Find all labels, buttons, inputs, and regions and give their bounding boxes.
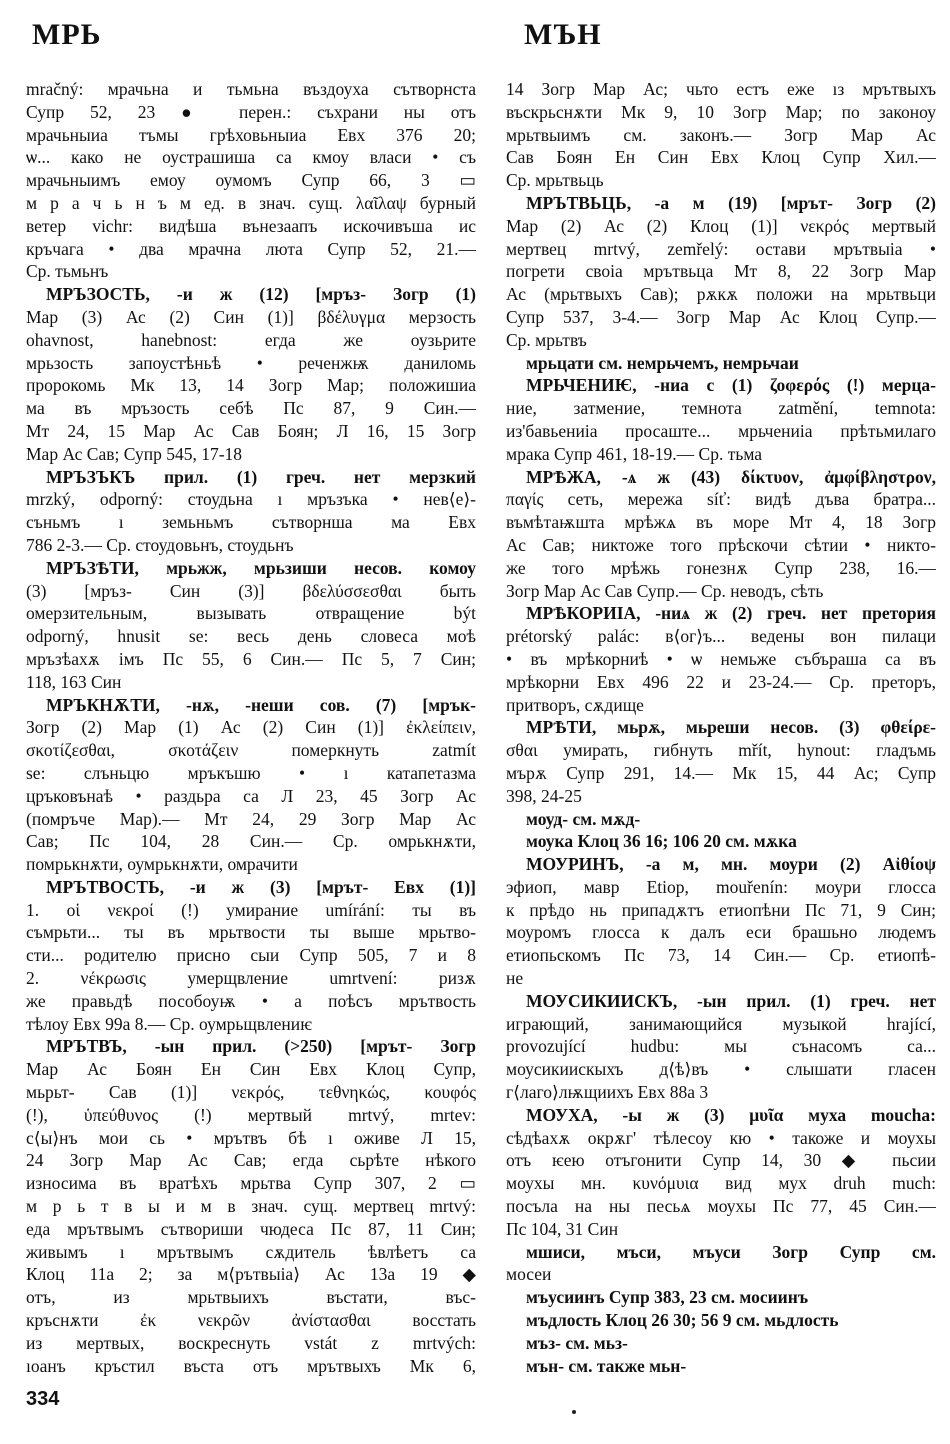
dictionary-line: МРѢКОРИІА, -ниѧ ж (2) греч. нет претория (526, 603, 936, 624)
dictionary-line: ма въ мръзость себѣ Пс 87, 9 Син.— (26, 398, 476, 419)
running-header-right: МЪН (524, 18, 602, 51)
dictionary-line: Ср. мрьтвъ (506, 329, 587, 350)
dictionary-line: Зогр (2) Мар (1) Ас (2) Син (1)] ἐκλείπειν, (26, 717, 476, 738)
dictionary-line: 398, 24-25 (506, 785, 582, 806)
dictionary-line: моуромъ глосса к далъ еси брашьно людемъ (506, 922, 936, 943)
dictionary-line: σθαι умирать, гибнуть mřít, hynout: гладъмь (506, 740, 936, 761)
dictionary-line: παγίς сеть, мережа síť: видѣ дъва братра... (506, 489, 936, 510)
dictionary-line: помрькнѫти, оумрькнѫти, омрачити (26, 854, 298, 875)
dictionary-line: Клоц 11а 2; за м⟨рътвыіа⟩ Ас 13а 19 ◆ (26, 1264, 476, 1285)
dictionary-line: пророкомь Мк 13, 14 Зогр Мар; положишиа (26, 375, 476, 396)
dictionary-line: износима въ вратѣхъ мрьтва Супр 307, 2 ▭ (26, 1173, 476, 1194)
right-column (506, 78, 936, 1377)
dictionary-line: мъусиинъ Супр 383, 23 см. мосиинъ (526, 1287, 809, 1308)
left-column (26, 78, 476, 1377)
dictionary-line: етиопьскомъ Пс 73, 14 Син.— Ср. етиопѣ- (506, 945, 936, 966)
dictionary-line: из мертвых, воскреснуть vstát z mrtvých: (26, 1332, 476, 1353)
dictionary-line: mračný: мрачьна и тьмьна въздоуха сътворнста (26, 79, 476, 99)
dictionary-line: съмрьти... ты въ мрьтвости ты выше мрьтво- (26, 922, 476, 943)
dictionary-line: Сав; Пс 104, 28 Син.— Ср. омрькнѫти, (26, 831, 476, 852)
dictionary-line: мън- см. также мьн- (526, 1355, 687, 1376)
dictionary-line: МРЪЗОСТЬ, -и ж (12) [мръз- Зогр (1) (46, 284, 476, 305)
dictionary-line: с⟨ы⟩нъ мои сь • мрътвъ бѣ ı оживе Л 15, (26, 1127, 476, 1148)
dictionary-line: мрьцати см. немрьчемъ, немрьчаи (526, 352, 799, 373)
dictionary-line: σκοτίζεσθαι, σκοτάζειν померкнуть zatmít (26, 740, 476, 761)
dictionary-line: Пс 104, 31 Син (506, 1218, 619, 1239)
dictionary-line: же правьдѣ пособоуѭ • а поѣсъ мрътвость (26, 990, 476, 1011)
dictionary-line: кръчага • два мрачна люта Супр 52, 21.— (26, 238, 476, 259)
dictionary-line: моухы мн. κυνόμυια вид мух druh much: (506, 1173, 936, 1194)
dictionary-line: омерзительным, вызывать отвращение být (26, 603, 476, 624)
dictionary-line: ветер vichr: видѣша вънезаапъ искочивъша ис (26, 215, 476, 236)
dictionary-line: МРЪКНѪТИ, -нѫ, -неши сов. (7) [мрък- (46, 694, 476, 715)
dictionary-line: ohavnost, hanebnost: егда же оузьрите (26, 329, 476, 350)
dictionary-line: provozující hudbu: мы сънасомъ са... (506, 1036, 936, 1057)
dictionary-line: ıоанъ кръстил въста отъ мрътвыхъ Мк 6, (26, 1355, 476, 1376)
dictionary-line: (помръче Мар).— Мт 24, 29 Зогр Мар Ас (26, 808, 476, 829)
dictionary-line: эфиоп, мавр Etiop, mouřenín: моури глосса (506, 876, 936, 897)
dictionary-line: кръснѫти ἐκ νεκρῶν ἀνίστασθαι восстать (26, 1310, 476, 1331)
dictionary-line: Мар (2) Ас (2) Клоц (1)] νεκρός мертвый (506, 215, 936, 236)
print-speck (572, 1410, 576, 1414)
dictionary-line: моуд- см. мѫд- (526, 808, 641, 829)
dictionary-line: мрьзость запоустѣньѣ • реченжѭ даниломь (26, 352, 476, 373)
dictionary-line: сѣдѣахѫ окрѫг' тѣлесоу кю • такоже и моухы (506, 1127, 936, 1148)
dictionary-line: МРѢЖА, -ѧ ж (43) δίκτυον, ἀμφίβληστρον, (526, 466, 936, 487)
running-header-left: МРЬ (32, 18, 102, 51)
dictionary-line: не (506, 968, 524, 989)
dictionary-line: мъдлость Клоц 26 30; 56 9 см. мьдлость (526, 1310, 839, 1331)
dictionary-line: мертвец mrtvý, zemřelý: остави мрътвыіа • (506, 238, 936, 259)
dictionary-line: prétorský palác: в⟨ог⟩ъ... ведены вон пилаци (506, 626, 936, 647)
dictionary-line: въскрьснѫти Мк 9, 10 Зогр Мар; по законоу (506, 101, 936, 122)
dictionary-line: МРЪТВЬЦЬ, -а м (19) [мрът- Зогр (2) (526, 192, 936, 213)
dictionary-line: мрачьныимъ емоу оумомъ Супр 66, 3 ▭ (26, 170, 476, 191)
dictionary-line: моука Клоц 36 16; 106 20 см. мѫка (526, 831, 797, 852)
dictionary-line: Ас Сав; никтоже того прѣскочи сѣтии • никто- (506, 534, 936, 555)
dictionary-line: odporný, hnusit se: весь день словеса моѣ (26, 626, 476, 647)
dictionary-line: мрѣкорни Евх 496 22 и 23-24.— Ср. преторъ, (506, 671, 936, 692)
dictionary-line: Мар (3) Ас (2) Син (1)] βδέλυγμα мерзость (26, 306, 476, 327)
dictionary-line: Ср. тьмьнъ (26, 261, 109, 282)
dictionary-line: МРЪЗѢТИ, мрьжж, мрьзиши несов. комоу (46, 557, 476, 578)
dictionary-line: МОУРИНЪ, -а м, мн. моури (2) Αἰθίοψ (526, 854, 936, 875)
dictionary-line: отъ, из мрьтвыихъ въстати, въс- (26, 1287, 476, 1308)
dictionary-line: • въ мрѣкорниѣ • ѡ немьже събъраша са въ (506, 648, 936, 669)
dictionary-line: мосеи (506, 1264, 552, 1285)
dictionary-line: МРЬЧЕНИѤ, -ниа с (1) ζοφερός (!) мерца- (526, 375, 936, 396)
dictionary-line: мьрьт- Сав (1)] νεκρός, τεθνηκώς, κουφός (26, 1082, 476, 1103)
dictionary-line: мрьтвыимъ см. законъ.— Зогр Мар Ас (506, 124, 936, 145)
dictionary-line: мъз- см. мьз- (526, 1332, 628, 1353)
dictionary-line: 14 Зогр Мар Ас; чьто естъ еже ıз мрътвыхъ (506, 79, 936, 99)
dictionary-line: еда мрътвымъ сътвориши чюдеса Пс 87, 11 Син; (26, 1218, 476, 1239)
dictionary-line: тѣлоу Евх 99а 8.— Ср. оумрьщвлениѥ (26, 1013, 312, 1034)
dictionary-line: г⟨лаго⟩лѭщиихъ Евх 88а 3 (506, 1082, 709, 1103)
dictionary-line: Мт 24, 15 Мар Ас Сав Боян; Л 16, 15 Зогр (26, 420, 476, 441)
dictionary-line: Сав Боян Ен Син Евх Клоц Супр Хил.— (506, 147, 936, 168)
dictionary-line: Мар Ас Сав; Супр 545, 17-18 (26, 443, 243, 464)
dictionary-line: мърѫ Супр 291, 14.— Мк 15, 44 Ас; Супр (506, 762, 936, 783)
dictionary-line: МОУСИКИИСКЪ, -ын прил. (1) греч. нет (526, 990, 936, 1011)
dictionary-line: 2. νέκρωσις умерщвление umrtvení: ризѫ (26, 968, 476, 989)
dictionary-line: ние, затмение, темнота zatmění, temnota: (506, 398, 936, 419)
dictionary-line: Супр 52, 23 ● перен.: съхрани ны отъ (26, 101, 476, 122)
dictionary-line: Ср. мрьтвьць (506, 170, 604, 191)
dictionary-line: МРѢТИ, мьрѫ, мьреши несов. (3) φθείρε- (526, 717, 936, 738)
dictionary-line: съньмъ ı земьньмъ сътворнша ма Евх (26, 512, 476, 533)
dictionary-line: МРЪЗЪКЪ прил. (1) греч. нет мерзкий (46, 466, 476, 487)
dictionary-line: въмѣтаѭшта мрѣжѧ въ море Мт 4, 18 Зогр (506, 512, 936, 533)
dictionary-line: ѡ... како не оустрашиша са кмоу власи • съ (26, 147, 476, 168)
dictionary-line: 786 2-3.— Ср. стоудовьнъ, стоудьнъ (26, 534, 294, 555)
dictionary-line: же того мрѣжь гонезнѫ Супр 238, 16.— (506, 557, 936, 578)
dictionary-line: цръковънаѣ • раздьра са Л 23, 45 Зогр Ас (26, 785, 476, 806)
dictionary-line: МРЪТВЪ, -ын прил. (>250) [мрът- Зогр (46, 1036, 476, 1057)
dictionary-line: м р ь т в ы и м в знач. сущ. мертвец mrtvý: (26, 1196, 476, 1217)
dictionary-line: se: слъньцю мръкъшю • ı катапетазма (26, 762, 476, 783)
dictionary-line: мрачьныиа тъмы грѣховьныиа Евх 376 20; (26, 124, 476, 145)
dictionary-line: Супр 537, 3-4.— Зогр Мар Ас Клоц Супр.— (506, 306, 936, 327)
dictionary-line: Ас (мрьтвыхъ Сав); рѫкѫ положи на мрьтвьци (506, 284, 936, 305)
dictionary-line: Мар Ас Боян Ен Син Евх Клоц Супр, (26, 1059, 476, 1080)
dictionary-line: посъла на ны песьѧ моухы Пс 77, 45 Син.— (506, 1196, 936, 1217)
dictionary-line: сти... родителю присно сыи Супр 505, 7 и 8 (26, 945, 476, 966)
dictionary-line: из'бавьениіа просаште... мрьчениіа прѣтьмилаго (506, 420, 936, 441)
dictionary-line: к прѣдо нь припадѫтъ етиопѣни Пс 71, 9 Син; (506, 899, 936, 920)
dictionary-line: отъ ѥею отъгонити Супр 14, 30 ◆ пьсии (506, 1150, 936, 1171)
dictionary-line: мръзѣахѫ імъ Пс 55, 6 Син.— Пс 5, 7 Син; (26, 648, 476, 669)
dictionary-line: мрака Супр 461, 18-19.— Ср. тьма (506, 443, 763, 464)
dictionary-line: (!), ὑπεύθυνος (!) мертвый mrtvý, mrtev: (26, 1104, 476, 1125)
dictionary-line: притворъ, сѫдище (506, 694, 644, 715)
dictionary-line: мшиси, мъси, мъуси Зогр Супр см. (526, 1241, 936, 1262)
dictionary-line: 118, 163 Син (26, 671, 122, 692)
dictionary-line: Зогр Мар Ас Сав Супр.— Ср. неводъ, сѣть (506, 580, 824, 601)
dictionary-line: mrzký, odporný: стоудьна ı мръзъка • нев⟨е⟩- (26, 489, 476, 510)
dictionary-line: МОУХА, -ы ж (3) μυῖα муха moucha: (526, 1104, 936, 1125)
page-number: 334 (26, 1388, 60, 1410)
dictionary-line: играющий, занимающийся музыкой hrající, (506, 1013, 936, 1034)
dictionary-line: живымъ ı мрътвымъ сѫдитель ѣвлѣетъ са (26, 1241, 476, 1262)
dictionary-line: (3) [мръз- Син (3)] βδελύσσεσθαι быть (26, 580, 476, 601)
dictionary-line: 1. οἱ νεκροί (!) умирание umírání: ты въ (26, 899, 476, 920)
dictionary-line: 24 Зогр Мар Ас Сав; егда сьрѣте нѣкого (26, 1150, 476, 1171)
dictionary-line: погрети своіа мрътвьца Мт 8, 22 Зогр Мар (506, 261, 936, 282)
dictionary-line: м р а ч ь н ъ м ед. в знач. сущ. λαῖλαψ бурный (26, 192, 476, 213)
dictionary-line: МРЪТВОСТЬ, -и ж (3) [мрът- Евх (1)] (46, 876, 476, 897)
dictionary-line: моусикиискыхъ д⟨ѣ⟩въ • слышати гласен (506, 1059, 936, 1080)
